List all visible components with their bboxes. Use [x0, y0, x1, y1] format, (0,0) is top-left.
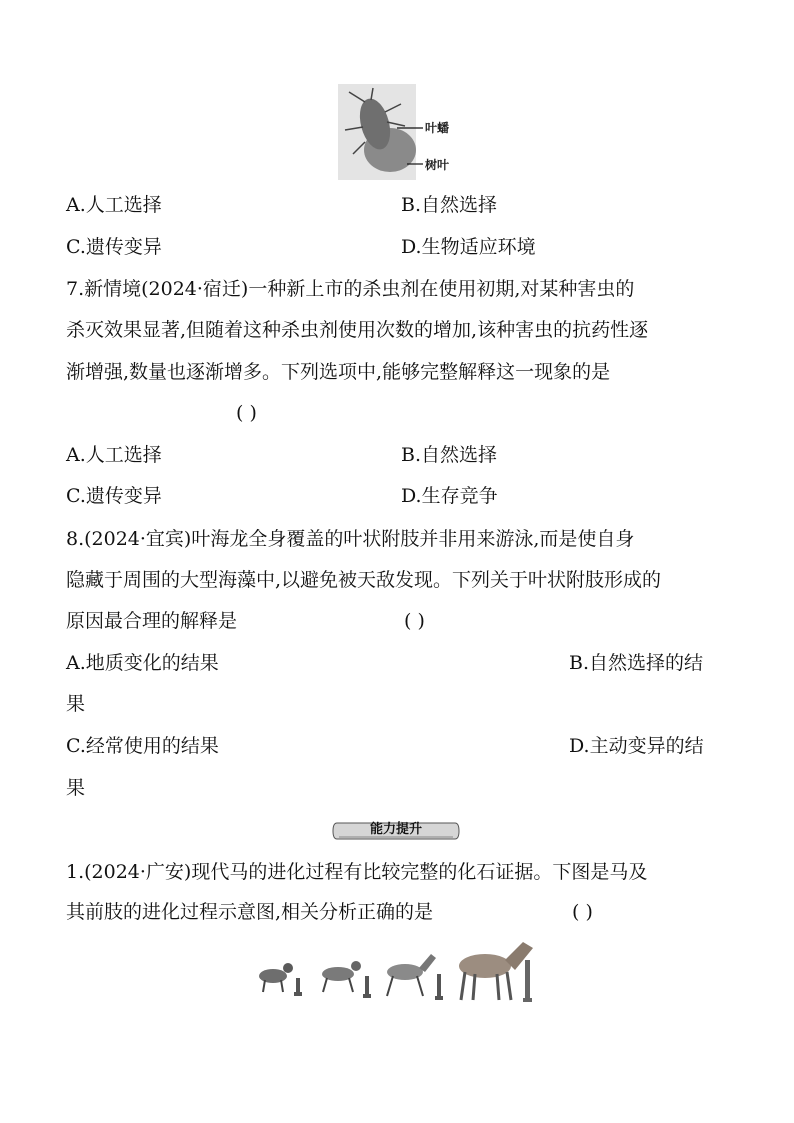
q8-option-d[interactable]: D.主动变异的结: [569, 735, 704, 757]
horse-stage-1: [259, 963, 302, 996]
label-insect: 叶蟠: [425, 121, 450, 135]
q8-option-c[interactable]: C.经常使用的结果: [66, 735, 219, 757]
q8-stem-line1: 8.(2024·宜宾)叶海龙全身覆盖的叶状附肢并非用来游泳,而是使自身: [66, 528, 635, 550]
q8-stem-line3: 原因最合理的解释是: [66, 610, 238, 632]
section-header: [331, 821, 461, 841]
label-leaf: 树叶: [425, 158, 450, 172]
q8-option-b-wrap: 果: [66, 693, 86, 715]
q7-answer-blank[interactable]: ( ): [236, 402, 257, 424]
horse-evolution-figure: [253, 940, 543, 1010]
q8-option-d-wrap: 果: [66, 777, 86, 799]
p1-answer-blank[interactable]: ( ): [572, 901, 593, 923]
horse-evolution-image: [253, 940, 543, 1010]
q7-stem-line1: 7.新情境(2024·宿迁)一种新上市的杀虫剂在使用初期,对某种害虫的: [66, 278, 635, 300]
q8-option-a[interactable]: A.地质变化的结果: [66, 652, 219, 674]
section-title: 能力提升: [369, 822, 422, 837]
q8-option-b[interactable]: B.自然选择的结: [569, 652, 704, 674]
leaf-insect-figure: [335, 82, 460, 182]
q7-option-c[interactable]: C.遗传变异: [66, 485, 162, 507]
q6-option-a[interactable]: A.人工选择: [66, 194, 162, 216]
q7-stem-line3: 渐增强,数量也逐渐增多。下列选项中,能够完整解释这一现象的是: [66, 361, 611, 383]
q7-stem-line2: 杀灭效果显著,但随着这种杀虫剂使用次数的增加,该种害虫的抗药性逐: [66, 319, 649, 341]
p1-stem-line2: 其前肢的进化过程示意图,相关分析正确的是: [66, 901, 434, 923]
q8-stem-line2: 隐藏于周围的大型海藻中,以避免被天敌发现。下列关于叶状附肢形成的: [66, 569, 662, 591]
horse-stage-4: [459, 942, 533, 1002]
q7-option-b[interactable]: B.自然选择: [401, 444, 498, 466]
leaf-insect-image: [335, 82, 460, 182]
q6-option-c[interactable]: C.遗传变异: [66, 236, 162, 258]
q6-option-d[interactable]: D.生物适应环境: [401, 236, 536, 258]
horse-stage-2: [322, 961, 371, 998]
q7-option-a[interactable]: A.人工选择: [66, 444, 162, 466]
p1-stem-line1: 1.(2024·广安)现代马的进化过程有比较完整的化石证据。下图是马及: [66, 861, 648, 883]
horse-stage-3: [387, 954, 443, 1000]
q6-option-b[interactable]: B.自然选择: [401, 194, 498, 216]
q8-answer-blank[interactable]: ( ): [404, 610, 425, 632]
q7-option-d[interactable]: D.生存竞争: [401, 485, 498, 507]
